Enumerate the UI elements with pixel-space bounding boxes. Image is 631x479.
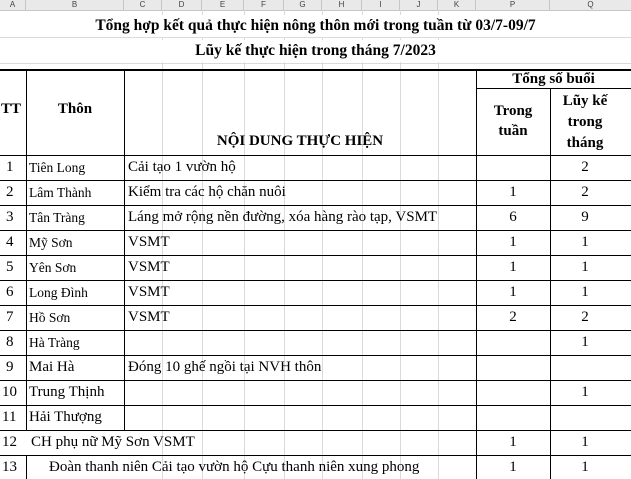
- row-thon[interactable]: Trung Thịnh: [29, 384, 105, 400]
- column-letter-i[interactable]: I: [362, 0, 400, 10]
- column-letter-j[interactable]: J: [400, 0, 438, 10]
- row-noi-dung[interactable]: VSMT: [128, 259, 170, 275]
- row-tt[interactable]: 7: [6, 309, 14, 325]
- row-luy-ke[interactable]: 2: [581, 159, 589, 175]
- row-trong-tuan[interactable]: 1: [509, 184, 517, 200]
- row-tt[interactable]: 5: [6, 259, 14, 275]
- row-merged-text[interactable]: CH phụ nữ Mỹ Sơn VSMT: [31, 434, 195, 450]
- row-trong-tuan[interactable]: 2: [509, 309, 517, 325]
- row-noi-dung[interactable]: VSMT: [128, 309, 170, 325]
- column-letter-d[interactable]: D: [162, 0, 202, 10]
- row-thon[interactable]: Hồ Sơn: [29, 310, 71, 325]
- column-letter-f[interactable]: F: [244, 0, 284, 10]
- row-tt[interactable]: 10: [2, 384, 17, 400]
- row-noi-dung[interactable]: VSMT: [128, 284, 170, 300]
- row-tt[interactable]: 2: [6, 184, 14, 200]
- report-title: Tổng hợp kết quả thực hiện nông thôn mới trong tuần từ 03/7-09/7: [0, 15, 631, 37]
- column-letter-h[interactable]: H: [322, 0, 362, 10]
- header-tt: TT: [1, 101, 22, 117]
- row-trong-tuan[interactable]: 1: [509, 459, 517, 475]
- header-trong-tuan-line1: Trong: [493, 103, 533, 119]
- row-thon[interactable]: Lâm Thành: [29, 185, 92, 200]
- row-trong-tuan[interactable]: 1: [509, 234, 517, 250]
- row-trong-tuan[interactable]: 6: [509, 209, 517, 225]
- row-luy-ke[interactable]: 1: [581, 434, 589, 450]
- row-trong-tuan[interactable]: 1: [509, 434, 517, 450]
- row-tt[interactable]: 11: [2, 409, 17, 425]
- row-luy-ke[interactable]: 9: [581, 209, 589, 225]
- column-letter-p[interactable]: P: [476, 0, 550, 10]
- report-subtitle: Lũy kế thực hiện trong tháng 7/2023: [0, 40, 631, 62]
- row-luy-ke[interactable]: 1: [581, 384, 589, 400]
- column-letter-c[interactable]: C: [124, 0, 162, 10]
- row-tt[interactable]: 9: [6, 359, 14, 375]
- row-thon[interactable]: Yên Sơn: [29, 260, 77, 275]
- row-merged-text[interactable]: Đoàn thanh niên Cải tạo vườn hộ Cựu thanh niên xung phong: [49, 459, 420, 475]
- row-luy-ke[interactable]: 2: [581, 309, 589, 325]
- header-luy-ke-line2: trong: [567, 114, 603, 130]
- row-tt[interactable]: 1: [6, 159, 14, 175]
- column-letter-e[interactable]: E: [202, 0, 244, 10]
- column-letter-a[interactable]: A: [0, 0, 26, 10]
- row-tt[interactable]: 4: [6, 234, 14, 250]
- row-luy-ke[interactable]: 1: [581, 259, 589, 275]
- row-noi-dung[interactable]: Cải tạo 1 vườn hộ: [128, 159, 236, 175]
- row-thon[interactable]: Tiên Long: [29, 160, 86, 175]
- row-thon[interactable]: Hà Tràng: [29, 335, 80, 350]
- header-trong-tuan-line2: tuần: [498, 123, 528, 139]
- row-luy-ke[interactable]: 2: [581, 184, 589, 200]
- column-letter-b[interactable]: B: [26, 0, 124, 10]
- row-thon[interactable]: Mỹ Sơn: [29, 235, 73, 250]
- row-luy-ke[interactable]: 1: [581, 234, 589, 250]
- header-noi-dung: NỘI DUNG THỰC HIỆN: [216, 133, 384, 149]
- row-noi-dung[interactable]: VSMT: [128, 234, 170, 250]
- header-tong-so-buoi: Tổng số buổi: [512, 71, 595, 87]
- header-thon: Thôn: [57, 101, 93, 117]
- row-tt[interactable]: 8: [6, 334, 14, 350]
- row-luy-ke[interactable]: 1: [581, 459, 589, 475]
- row-tt[interactable]: 6: [6, 284, 14, 300]
- row-luy-ke[interactable]: 1: [581, 334, 589, 350]
- row-trong-tuan[interactable]: 1: [509, 259, 517, 275]
- column-header-bar: [0, 0, 631, 11]
- row-tt[interactable]: 13: [2, 459, 17, 475]
- column-letter-k[interactable]: K: [438, 0, 476, 10]
- row-thon[interactable]: Tân Tràng: [29, 210, 85, 225]
- row-tt[interactable]: 12: [2, 434, 17, 450]
- row-noi-dung[interactable]: Láng mở rộng nền đường, xóa hàng rào tạp, VSMT: [128, 209, 438, 225]
- column-letter-g[interactable]: G: [284, 0, 322, 10]
- row-noi-dung[interactable]: Kiểm tra các hộ chăn nuôi: [128, 184, 286, 200]
- row-noi-dung[interactable]: Đóng 10 ghế ngồi tại NVH thôn: [128, 359, 322, 375]
- column-letter-q[interactable]: Q: [587, 0, 594, 9]
- row-luy-ke[interactable]: 1: [581, 284, 589, 300]
- header-luy-ke-line3: tháng: [566, 135, 604, 151]
- row-thon[interactable]: Long Đình: [29, 285, 88, 300]
- row-thon[interactable]: Mai Hà: [29, 359, 75, 375]
- header-luy-ke-line1: Lũy kế: [562, 93, 608, 109]
- row-tt[interactable]: 3: [6, 209, 14, 225]
- row-trong-tuan[interactable]: 1: [509, 284, 517, 300]
- row-thon[interactable]: Hải Thượng: [29, 409, 102, 425]
